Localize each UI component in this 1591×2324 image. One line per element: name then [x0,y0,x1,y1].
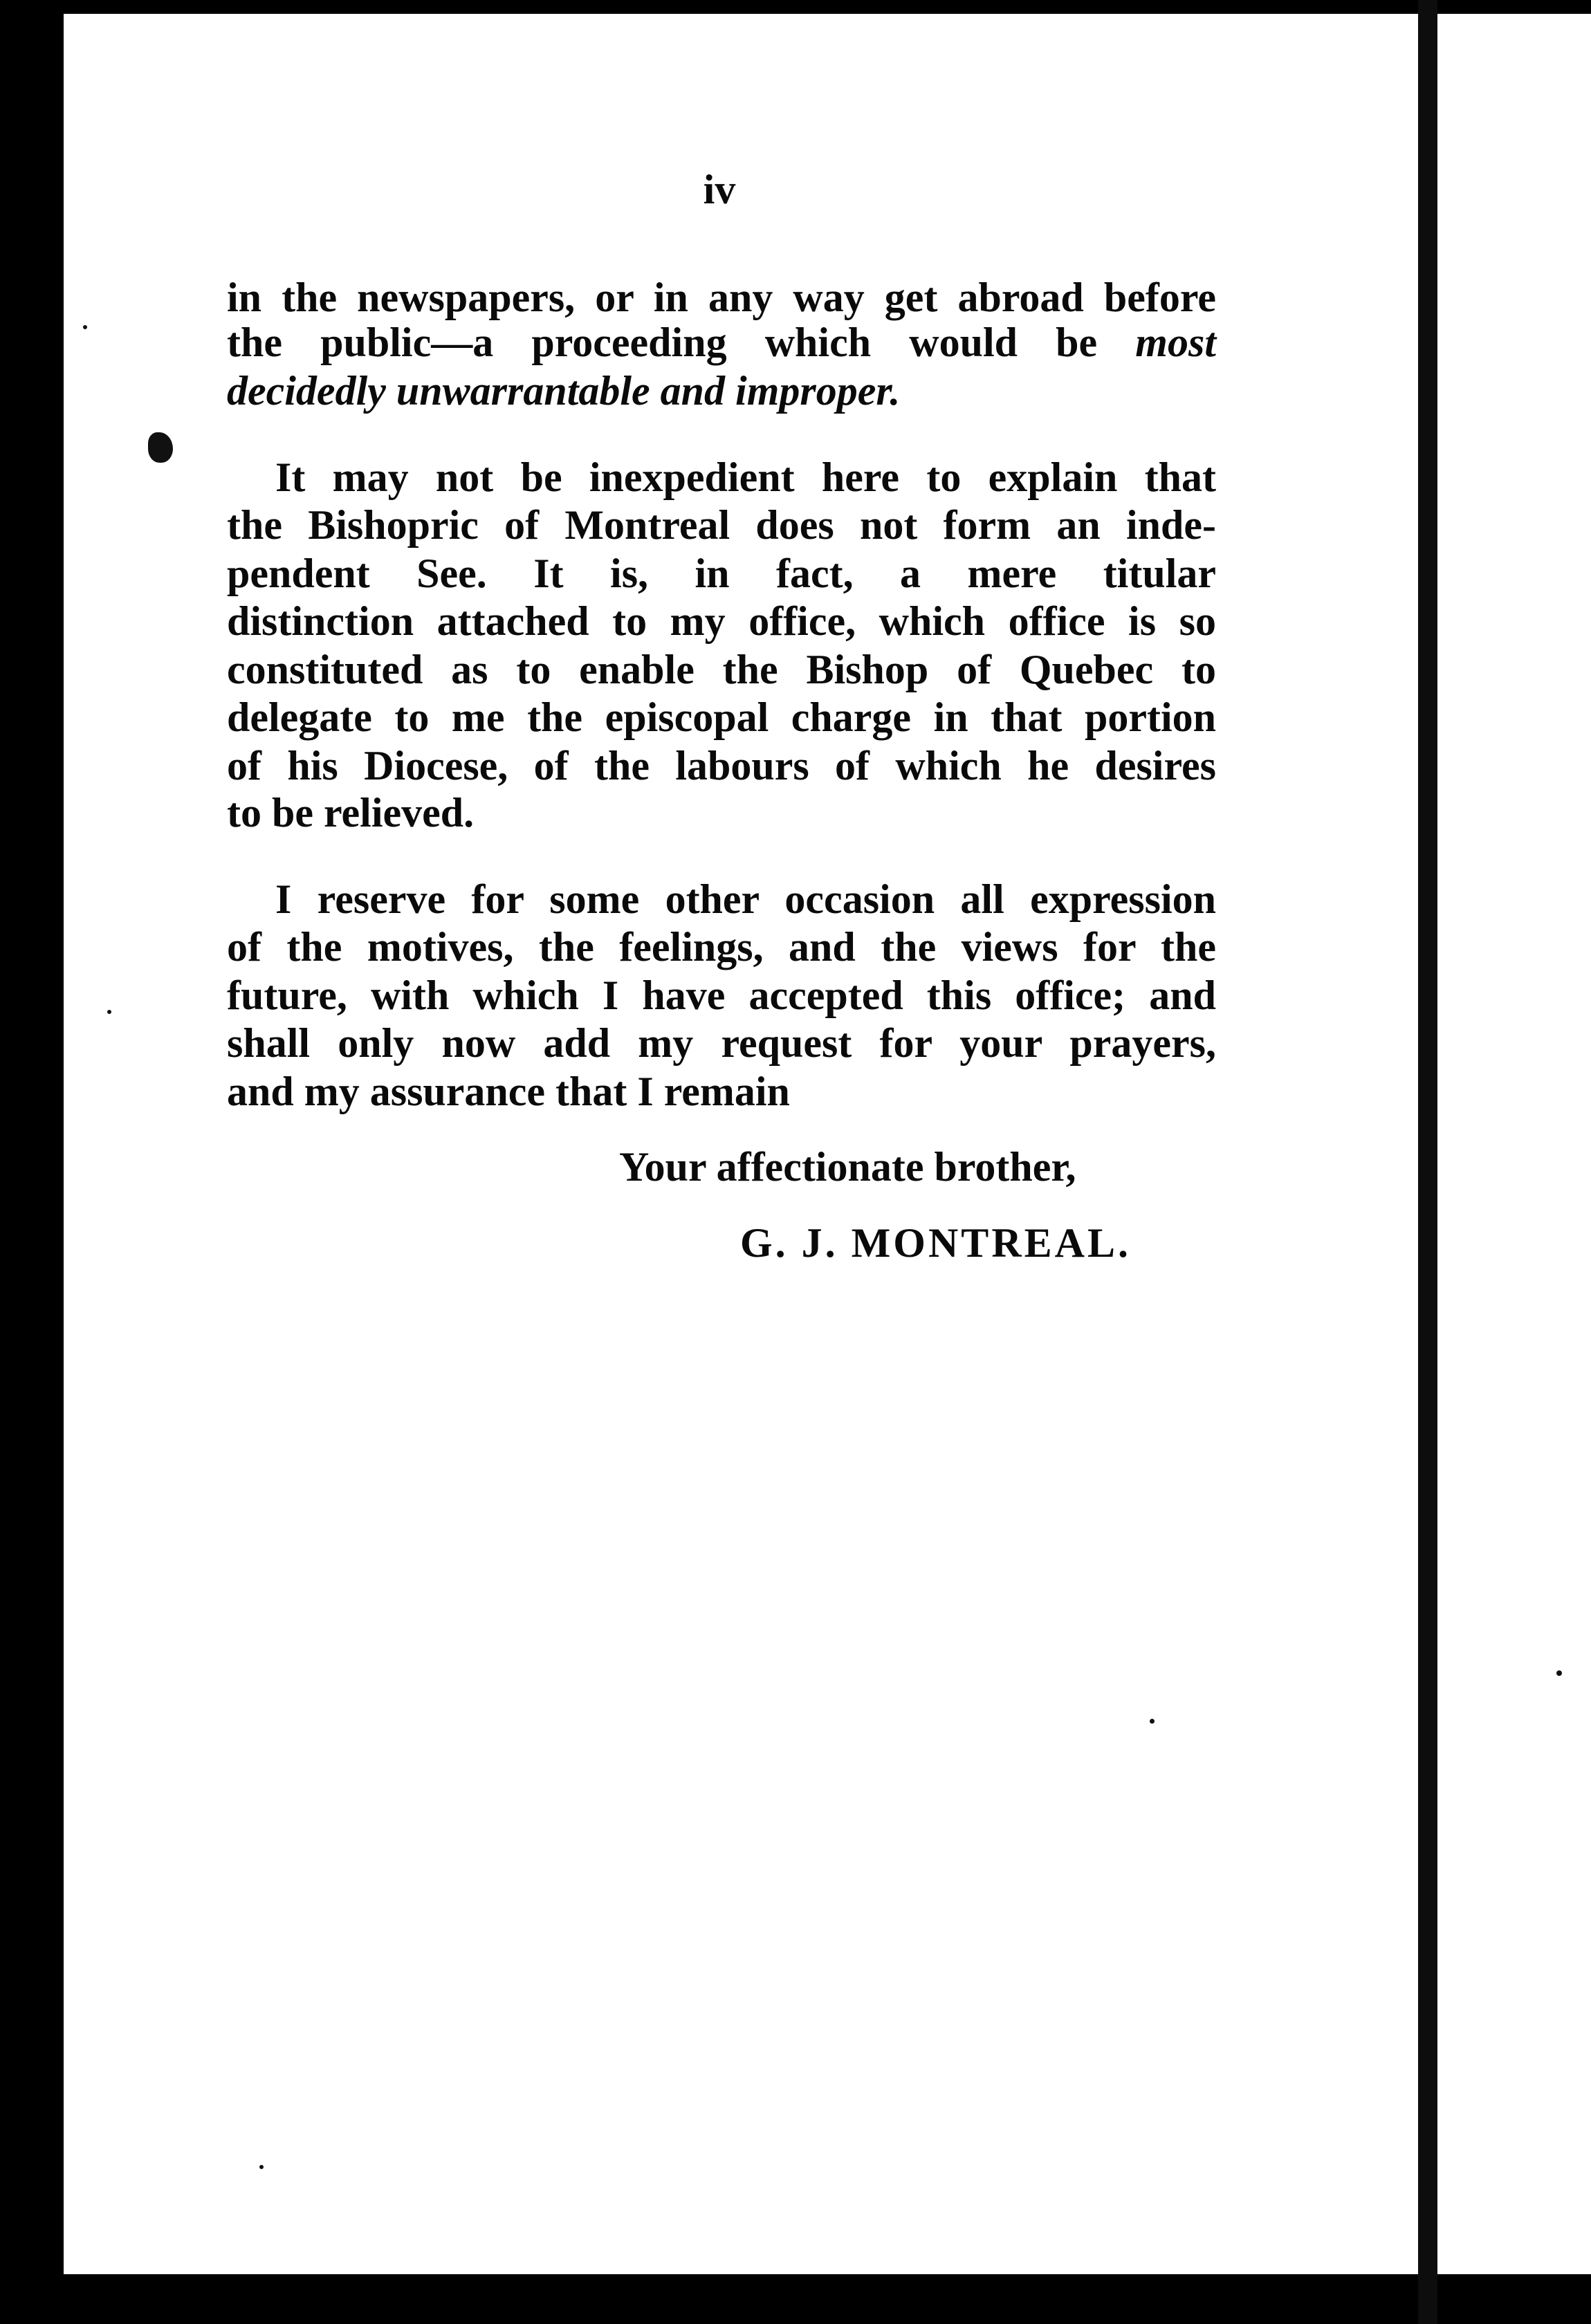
page-number: iv [703,167,736,212]
ink-speck [83,325,87,329]
closing-salutation: Your affectionate brother, [619,1144,1076,1190]
book-gutter [1418,0,1437,2324]
text-line: the Bishopric of Montreal does not form an inde- [227,502,1216,548]
text-line: future, with which I have accepted this office; and [227,972,1216,1018]
text-line: I reserve for some other occasion all expression [275,876,1216,922]
text-line-italic: decidedly unwarrantable and improper. [227,368,901,414]
text-line: the public—a proceeding which would be most [227,320,1216,365]
facing-page-edge [1437,14,1591,2274]
signature: G. J. MONTREAL. [740,1220,1132,1266]
text-line: of the motives, the feelings, and the views for the [227,924,1216,970]
ink-speck [1150,1719,1155,1724]
text-line: in the newspapers, or in any way get abroad before [227,275,1216,320]
text-line: pendent See. It is, in fact, a mere titular [227,551,1216,596]
text-line: It may not be inexpedient here to explain that [275,454,1216,500]
ink-speck [259,2165,264,2169]
text-line: shall only now add my request for your prayers, [227,1020,1216,1066]
text-line: and my assurance that I remain [227,1069,790,1114]
text-line: delegate to me the episcopal charge in that portion [227,694,1216,740]
text-line: to be relieved. [227,790,475,836]
ink-speck [107,1010,111,1014]
text-line: distinction attached to my office, which office is so [227,598,1216,644]
ink-speck [1556,1670,1562,1676]
text-line: constituted as to enable the Bishop of Quebec to [227,647,1216,692]
text-line: of his Diocese, of the labours of which he desires [227,743,1216,788]
ink-blot [148,432,173,463]
scan-border-top [0,0,1591,14]
